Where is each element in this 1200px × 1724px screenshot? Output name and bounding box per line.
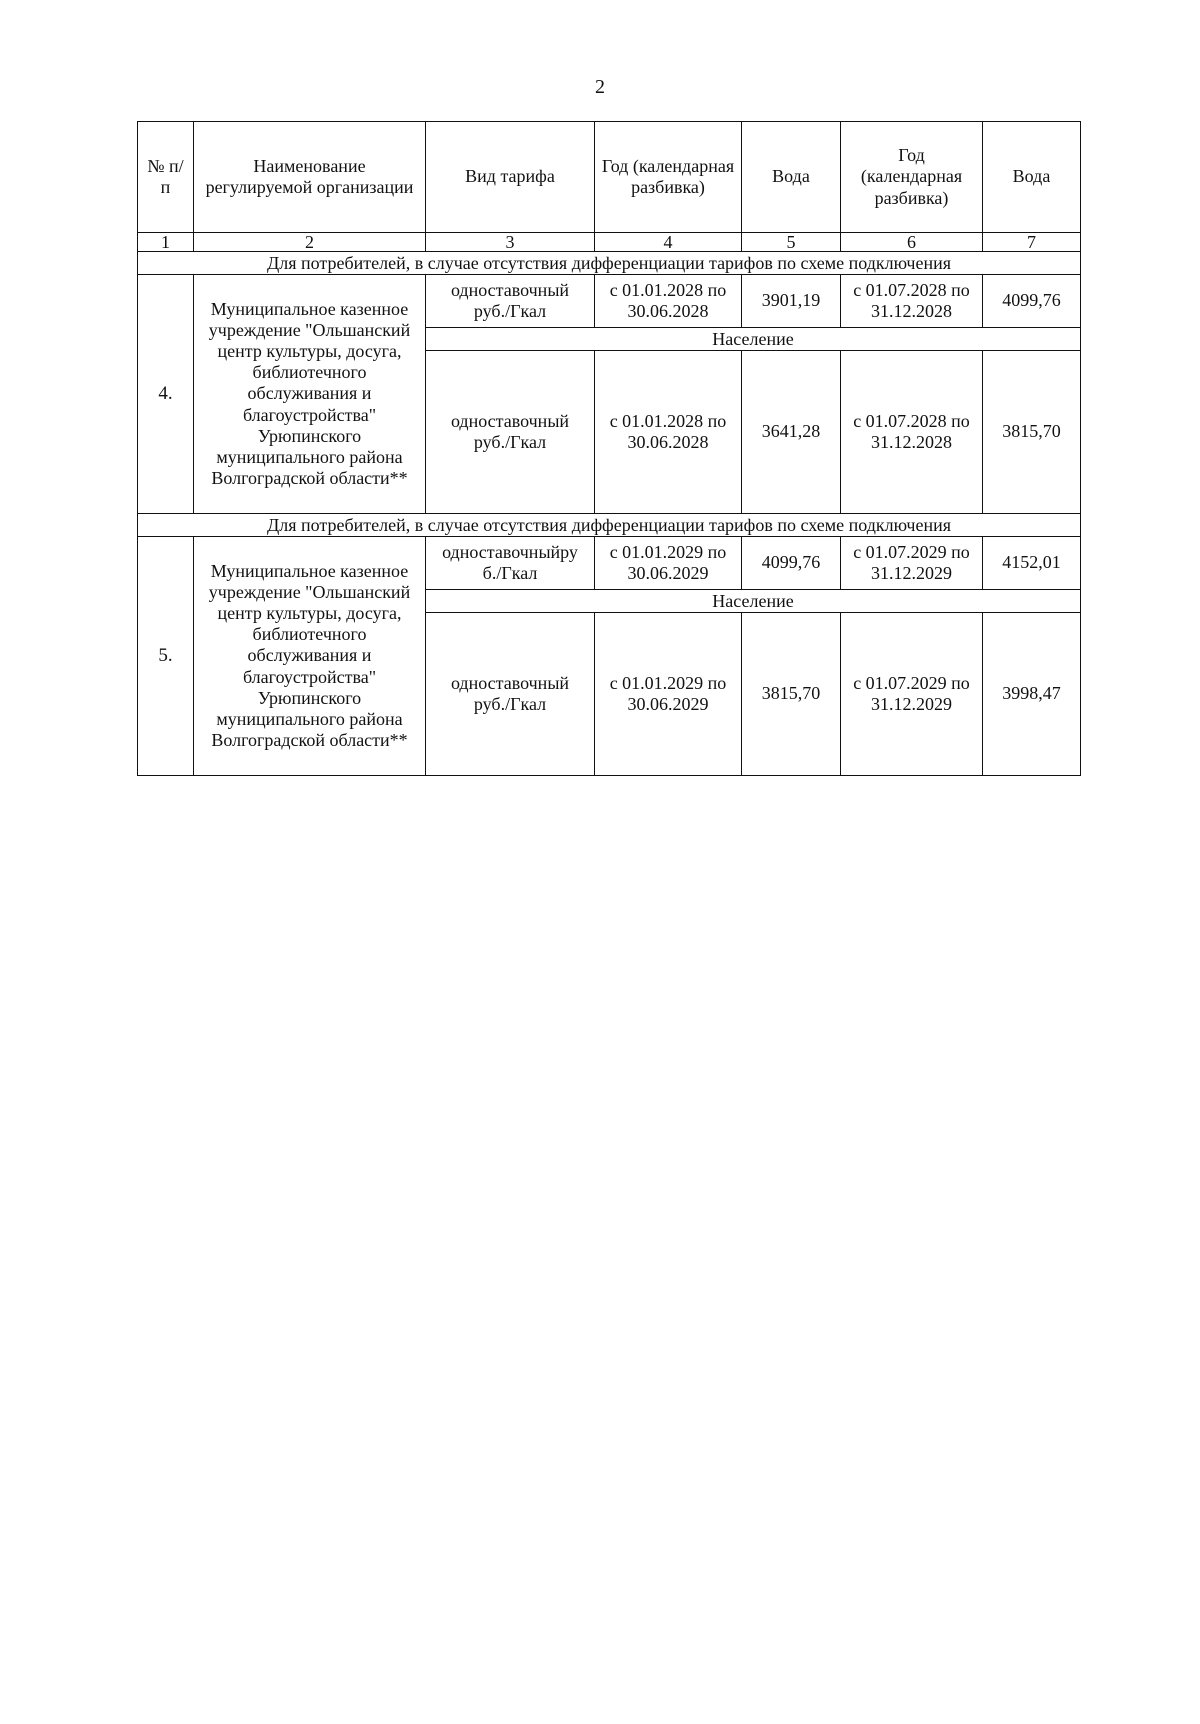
column-number: 5 [742, 233, 841, 252]
period-2: с 01.07.2028 по 31.12.2028 [841, 351, 983, 514]
header-water-2: Вода [983, 122, 1081, 233]
page-number: 2 [595, 76, 605, 98]
header-tariff-type: Вид тарифа [426, 122, 595, 233]
water-value-2: 4152,01 [983, 537, 1081, 590]
header-number: № п/п [138, 122, 194, 233]
period-2: с 01.07.2029 по 31.12.2029 [841, 537, 983, 590]
tariff-type: одноставочныйру б./Гкал [426, 537, 595, 590]
organization-name: Муниципальное казенное учреждение "Ольшанский центр культуры, досуга, библиотечного обслуживания и благоустройства" Урюпинского муниципального района Волгоградской области** [194, 537, 426, 776]
tariff-type: одноставочный руб./Гкал [426, 275, 595, 328]
water-value-1: 3901,19 [742, 275, 841, 328]
header-water-1: Вода [742, 122, 841, 233]
section-title-row [138, 252, 1081, 275]
tariff-type: одноставочный руб./Гкал [426, 613, 595, 776]
water-value-2: 3815,70 [983, 351, 1081, 514]
table-row [138, 537, 1081, 590]
column-number-row [138, 233, 1081, 252]
section-title: Для потребителей, в случае отсутствия дифференциации тарифов по схеме подключения [138, 514, 1081, 537]
tariff-table [137, 121, 1081, 776]
water-value-1: 3641,28 [742, 351, 841, 514]
row-number: 4. [138, 275, 194, 514]
column-number: 2 [194, 233, 426, 252]
period-1: с 01.01.2029 по 30.06.2029 [595, 537, 742, 590]
header-period-1: Год (календарная разбивка) [595, 122, 742, 233]
water-value-1: 3815,70 [742, 613, 841, 776]
water-value-2: 4099,76 [983, 275, 1081, 328]
organization-name: Муниципальное казенное учреждение "Ольшанский центр культуры, досуга, библиотечного обслуживания и благоустройства" Урюпинского муниципального района Волгоградской области** [194, 275, 426, 514]
column-number: 6 [841, 233, 983, 252]
header-period-2: Год (календарная разбивка) [841, 122, 983, 233]
table-row [138, 275, 1081, 328]
header-organization: Наименование регулируемой организации [194, 122, 426, 233]
column-number: 7 [983, 233, 1081, 252]
period-2: с 01.07.2028 по 31.12.2028 [841, 275, 983, 328]
population-label: Население [426, 590, 1081, 613]
water-value-1: 4099,76 [742, 537, 841, 590]
row-number: 5. [138, 537, 194, 776]
section-title-row [138, 514, 1081, 537]
period-1: с 01.01.2028 по 30.06.2028 [595, 275, 742, 328]
water-value-2: 3998,47 [983, 613, 1081, 776]
header-row [138, 122, 1081, 233]
column-number: 1 [138, 233, 194, 252]
period-1: с 01.01.2028 по 30.06.2028 [595, 351, 742, 514]
period-1: с 01.01.2029 по 30.06.2029 [595, 613, 742, 776]
population-label: Население [426, 328, 1081, 351]
column-number: 4 [595, 233, 742, 252]
tariff-type: одноставочный руб./Гкал [426, 351, 595, 514]
section-title: Для потребителей, в случае отсутствия дифференциации тарифов по схеме подключения [138, 252, 1081, 275]
column-number: 3 [426, 233, 595, 252]
period-2: с 01.07.2029 по 31.12.2029 [841, 613, 983, 776]
